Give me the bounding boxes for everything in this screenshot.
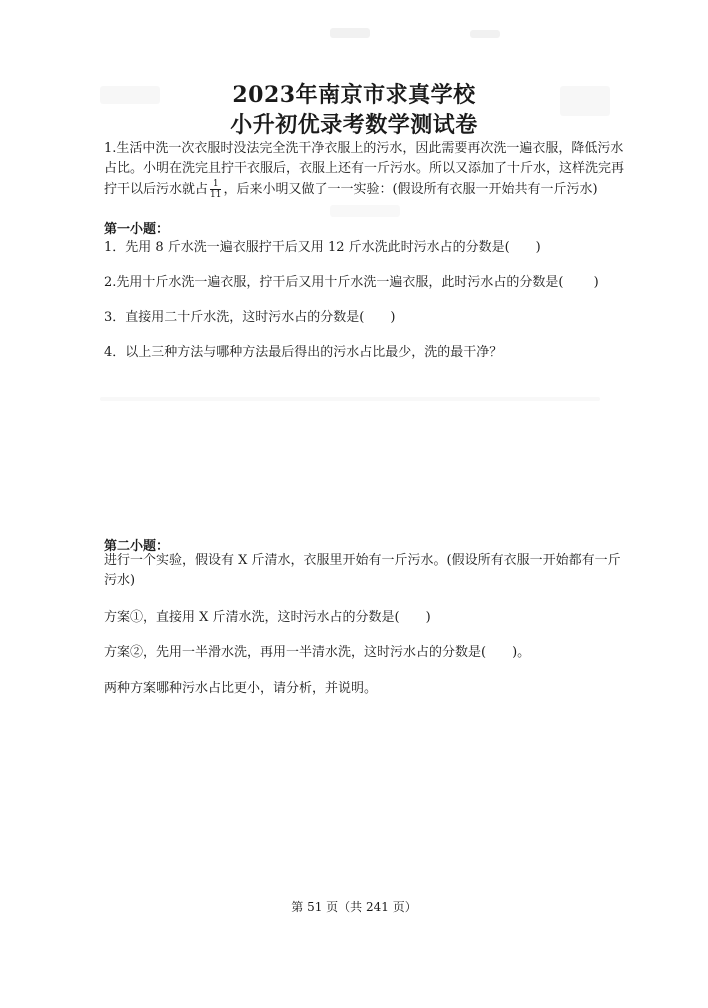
fraction-denominator: 11 bbox=[210, 190, 222, 200]
fraction-numerator: 1 bbox=[210, 179, 221, 190]
scan-smudge bbox=[100, 397, 600, 401]
intro-text-continued: ，后来小明又做了一一实验：(假设所有衣服一开始共有一斤污水) bbox=[223, 182, 598, 197]
part2-intro: 进行一个实验，假设有 X 斤清水，衣服里开始有一斤污水。(假设所有衣服一开始都有一斤污水) bbox=[104, 553, 621, 588]
page-title: 2023年南京市求真学校 bbox=[232, 82, 476, 108]
page-subtitle: 小升初优录考数学测试卷 bbox=[230, 112, 478, 138]
question-2: 2.先用十斤水洗一遍衣服，拧干后又用十斤水洗一遍衣服，此时污水占的分数是( ) bbox=[104, 275, 599, 290]
plan-1: 方案①，直接用 X 斤清水洗，这时污水占的分数是( ) bbox=[104, 610, 431, 625]
question-3: 3．直接用二十斤水洗，这时污水占的分数是( ) bbox=[104, 310, 396, 325]
page-number: 第 51 页（共 241 页） bbox=[291, 900, 417, 914]
problem-intro bbox=[104, 139, 628, 200]
question-4: 4．以上三种方法与哪种方法最后得出的污水占比最少，洗的最干净？ bbox=[104, 345, 503, 360]
plan-2: 方案②，先用一半滑水洗，再用一半清水洗，这时污水占的分数是( )。 bbox=[104, 645, 531, 660]
intro-text: 1.生活中洗一次衣服时没法完全洗干净衣服上的污水，因此需要再次洗一遍衣服，降低污水占比。小明在洗完且拧干衣服后，衣服上还有一斤污水。所以又添加了十斤水，这样洗完再拧干以后污水就占 bbox=[104, 141, 625, 197]
scan-smudge bbox=[470, 30, 500, 38]
question-1: 1．先用 8 斤水洗一遍衣服拧干后又用 12 斤水洗此时污水占的分数是( ) bbox=[104, 240, 541, 255]
scan-smudge bbox=[330, 205, 400, 217]
scan-smudge bbox=[330, 28, 370, 38]
part1-heading: 第一小题： bbox=[104, 222, 170, 237]
comparison-question: 两种方案哪种污水占比更小，请分析，并说明。 bbox=[104, 681, 378, 696]
fraction bbox=[210, 179, 221, 200]
part2-heading: 第二小题： bbox=[104, 539, 170, 554]
